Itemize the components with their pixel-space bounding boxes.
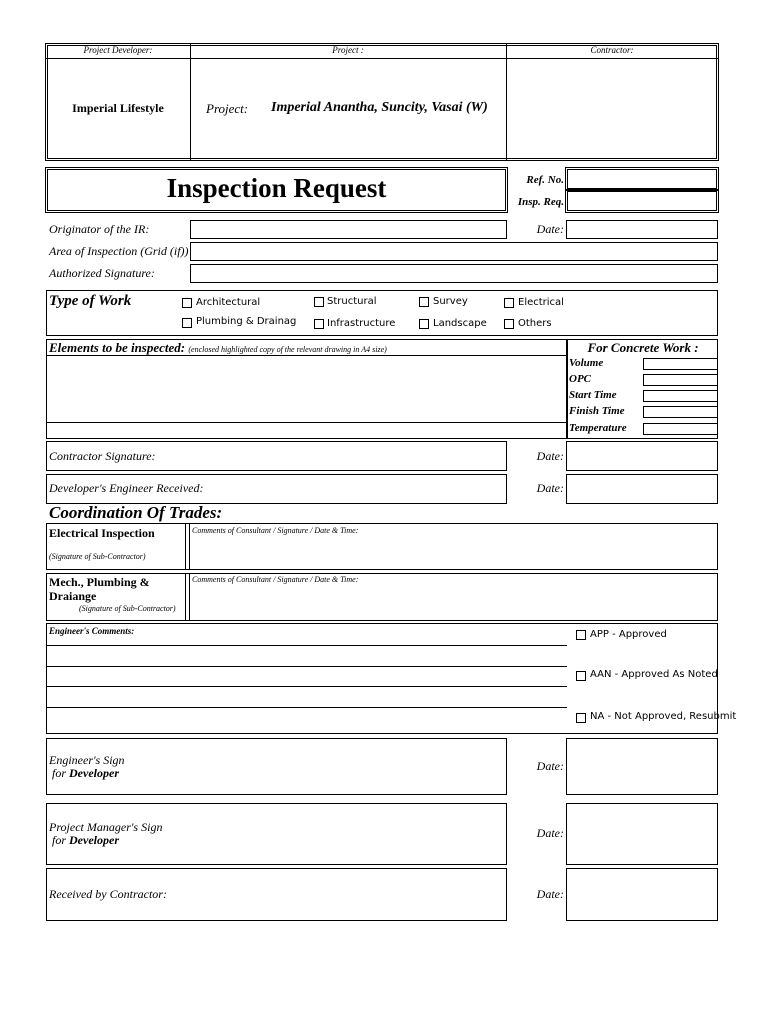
type-of-work-label: Type of Work: [49, 293, 132, 309]
na-checkbox[interactable]: [576, 713, 586, 723]
header-col-divider-1: [190, 44, 191, 160]
contractor-label: Contractor:: [590, 45, 634, 55]
infrastructure-checkbox[interactable]: [314, 319, 324, 329]
insp-req-field[interactable]: [565, 189, 719, 213]
mech-divider-a: [185, 573, 186, 621]
originator-label: Originator of the IR:: [49, 222, 150, 236]
mech-comments-field[interactable]: [190, 587, 717, 620]
plumbing-drainage-label: Plumbing & Drainag: [196, 316, 297, 327]
engineer-comments-label: Engineer's Comments:: [49, 626, 135, 636]
developer-name: Imperial Lifestyle: [72, 101, 164, 115]
pm-sign-for: for: [52, 833, 67, 847]
pm-sign-line2: [49, 834, 162, 847]
electrical-subcontractor-note: (Signature of Sub-Contractor): [49, 552, 146, 561]
elements-note: (enclosed highlighted copy of the relevant drawing in A4 size): [188, 345, 387, 354]
architectural-checkbox[interactable]: [182, 298, 192, 308]
elements-bottom-rule: [46, 422, 567, 423]
architectural-label: Architectural: [196, 297, 261, 308]
temperature-label: Temperature: [569, 422, 627, 434]
area-field[interactable]: [190, 242, 718, 261]
engineer-sign-line2: [49, 767, 125, 780]
mech-plumbing-title: Mech., Plumbing & Draiange: [49, 575, 150, 603]
originator-date-label: Date:: [536, 222, 564, 236]
contractor-date-field[interactable]: [566, 441, 718, 471]
electrical-comments-label: Comments of Consultant / Signature / Date & Time:: [192, 526, 359, 535]
app-checkbox[interactable]: [576, 630, 586, 640]
contractor-signature-label: Contractor Signature:: [49, 449, 156, 463]
mech-comments-label: Comments of Consultant / Signature / Date & Time:: [192, 575, 359, 584]
developer-label: Project Developer:: [83, 45, 153, 55]
project-label: Project :: [332, 45, 364, 55]
pm-sign-line1: Project Manager's Sign: [49, 820, 163, 834]
start-time-field[interactable]: [643, 390, 718, 402]
originator-field[interactable]: [190, 220, 507, 239]
pm-sign-date-field[interactable]: [566, 803, 718, 865]
others-label: Others: [518, 318, 552, 329]
plumbing-drainage-checkbox[interactable]: [182, 318, 192, 328]
electrical-checkbox[interactable]: [504, 298, 514, 308]
pm-sign-label: [49, 821, 162, 847]
engineer-sign-who: Developer: [69, 766, 119, 780]
survey-label: Survey: [433, 296, 468, 307]
electrical-label: Electrical: [518, 297, 564, 308]
engineer-comments-field[interactable]: [47, 646, 566, 733]
developer-engineer-date-field[interactable]: [566, 474, 718, 504]
structural-label: Structural: [327, 296, 377, 307]
ref-no-field[interactable]: [565, 167, 719, 191]
concrete-title: For Concrete Work :: [587, 340, 699, 355]
ref-no-label: Ref. No.: [526, 174, 564, 186]
received-date-field[interactable]: [566, 868, 718, 921]
engineer-sign-date-field[interactable]: [566, 738, 718, 795]
volume-label: Volume: [569, 357, 604, 369]
header-divider: [46, 58, 718, 59]
pm-sign-who: Developer: [69, 833, 119, 847]
contractor-date-label: Date:: [536, 449, 564, 463]
others-checkbox[interactable]: [504, 319, 514, 329]
developer-engineer-date-label: Date:: [536, 481, 564, 495]
authorized-label: Authorized Signature:: [49, 266, 155, 280]
app-label: APP - Approved: [590, 629, 667, 640]
finish-time-field[interactable]: [643, 406, 718, 418]
mech-subcontractor-note: (Signature of Sub-Contractor): [79, 604, 176, 613]
pm-sign-date-label: Date:: [536, 826, 564, 840]
header-col-divider-2: [506, 44, 507, 160]
developer-engineer-label: Developer's Engineer Received:: [49, 481, 204, 495]
opc-label: OPC: [569, 373, 591, 385]
survey-checkbox[interactable]: [419, 297, 429, 307]
electrical-comments-field[interactable]: [190, 537, 717, 569]
received-by-contractor-label: Received by Contractor:: [49, 887, 167, 901]
elements-label-text: Elements to be inspected:: [49, 340, 186, 355]
landscape-checkbox[interactable]: [419, 319, 429, 329]
aan-checkbox[interactable]: [576, 671, 586, 681]
structural-checkbox[interactable]: [314, 297, 324, 307]
landscape-label: Landscape: [433, 318, 487, 329]
aan-label: AAN - Approved As Noted: [590, 669, 718, 680]
elements-label: [49, 340, 387, 356]
project-prefix: Project:: [206, 101, 249, 116]
na-label: NA - Not Approved, Resubmit: [590, 711, 737, 722]
originator-date-field[interactable]: [566, 220, 718, 239]
infrastructure-label: Infrastructure: [327, 318, 396, 329]
temperature-field[interactable]: [643, 423, 718, 435]
engineer-sign-label: [49, 754, 125, 780]
engineer-sign-line1: Engineer's Sign: [49, 753, 125, 767]
project-name: Imperial Anantha, Suncity, Vasai (W): [271, 100, 488, 115]
engineer-sign-for: for: [52, 766, 67, 780]
insp-req-label: Insp. Req.: [517, 196, 564, 208]
elements-input-area[interactable]: [47, 356, 566, 421]
engineer-sign-date-label: Date:: [536, 759, 564, 773]
start-time-label: Start Time: [569, 389, 617, 401]
electrical-divider-a: [185, 523, 186, 570]
volume-field[interactable]: [643, 358, 718, 370]
coordination-title: Coordination Of Trades:: [49, 503, 223, 522]
received-date-label: Date:: [536, 887, 564, 901]
authorized-field[interactable]: [190, 264, 718, 283]
page-title: Inspection Request: [166, 173, 387, 203]
finish-time-label: Finish Time: [569, 405, 625, 417]
opc-field[interactable]: [643, 374, 718, 386]
electrical-inspection-title: Electrical Inspection: [49, 526, 155, 540]
area-label: Area of Inspection (Grid (if)): [49, 244, 189, 258]
